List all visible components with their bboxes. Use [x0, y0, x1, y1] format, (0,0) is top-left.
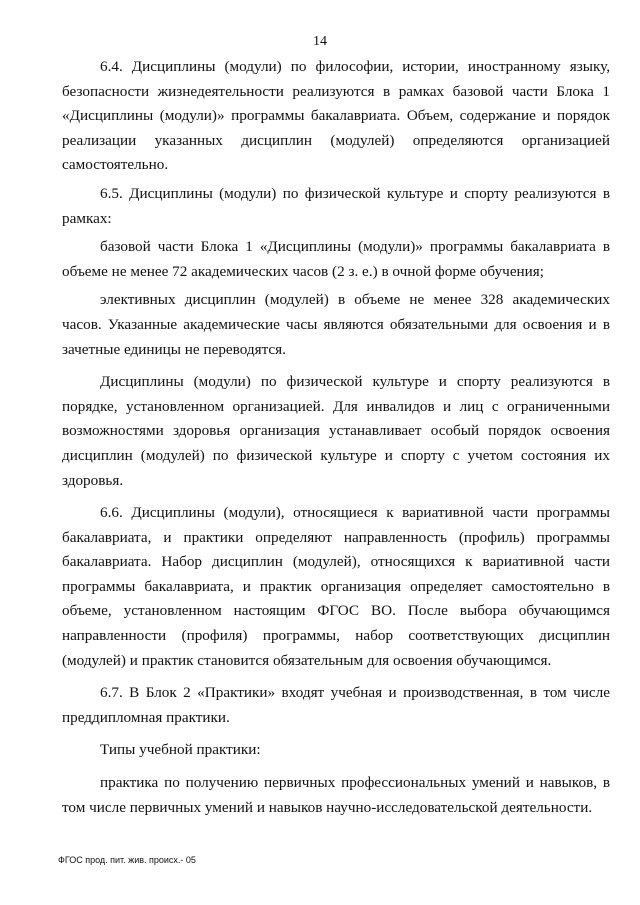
- paragraph-primary-practice: практика по получению первичных профессиональных умений и навыков, в том числе первичных умений и навыков научно-исследовательской деятельности.: [62, 774, 610, 816]
- paragraph-practice-types: Типы учебной практики:: [100, 741, 261, 759]
- footer-code: ФГОС прод. пит. жив. происх.- 05: [58, 855, 196, 865]
- paragraph-basic-part: базовой части Блока 1 «Дисциплины (модули)» программы бакалавриата в объеме не менее 72 академических часов (2 з. е.) в очной форме обучения;: [62, 238, 610, 280]
- page-number: 14: [313, 34, 327, 49]
- paragraph-6-6: 6.6. Дисциплины (модули), относящиеся к вариативной части программы бакалавриата, и практики определяют направленность (профиль) программы бакалавриата. Набор дисциплин (модулей), относящихся к вариативной части программы бакалавриата, и практик организация определяет самостоятельно в объеме, установленном настоящим ФГОС ВО. После выбора обучающимся направленности (профиля) программы, набор соответствующих дисциплин (модулей) и практик становится обязательным для освоения обучающимся.: [62, 504, 610, 669]
- document-body: [62, 55, 610, 820]
- paragraph-6-7: 6.7. В Блок 2 «Практики» входят учебная и производственная, в том числе преддипломная практики.: [62, 684, 610, 726]
- paragraph-6-5: 6.5. Дисциплины (модули) по физической культуре и спорту реализуются в рамках:: [62, 184, 610, 227]
- paragraph-pe-order: Дисциплины (модули) по физической культуре и спорту реализуются в порядке, установленном организацией. Для инвалидов и лиц с ограниченными возможностями здоровья организация устанавливает особый порядок освоения дисциплин (модулей) по физической культуре и спорту с учетом состояния их здоровья.: [62, 373, 610, 489]
- paragraph-elective: элективных дисциплин (модулей) в объеме не менее 328 академических часов. Указанные академические часы являются обязательными для освоения и в зачетные единицы не переводятся.: [62, 291, 610, 358]
- paragraph-6-4: 6.4. Дисциплины (модули) по философии, истории, иностранному языку, безопасности жизнедеятельности реализуются в рамках базовой части Блока 1 «Дисциплины (модули)» программы бакалавриата. Объем, содержание и порядок реализации указанных дисциплин (модулей) определяются организацией самостоятельно.: [62, 58, 610, 174]
